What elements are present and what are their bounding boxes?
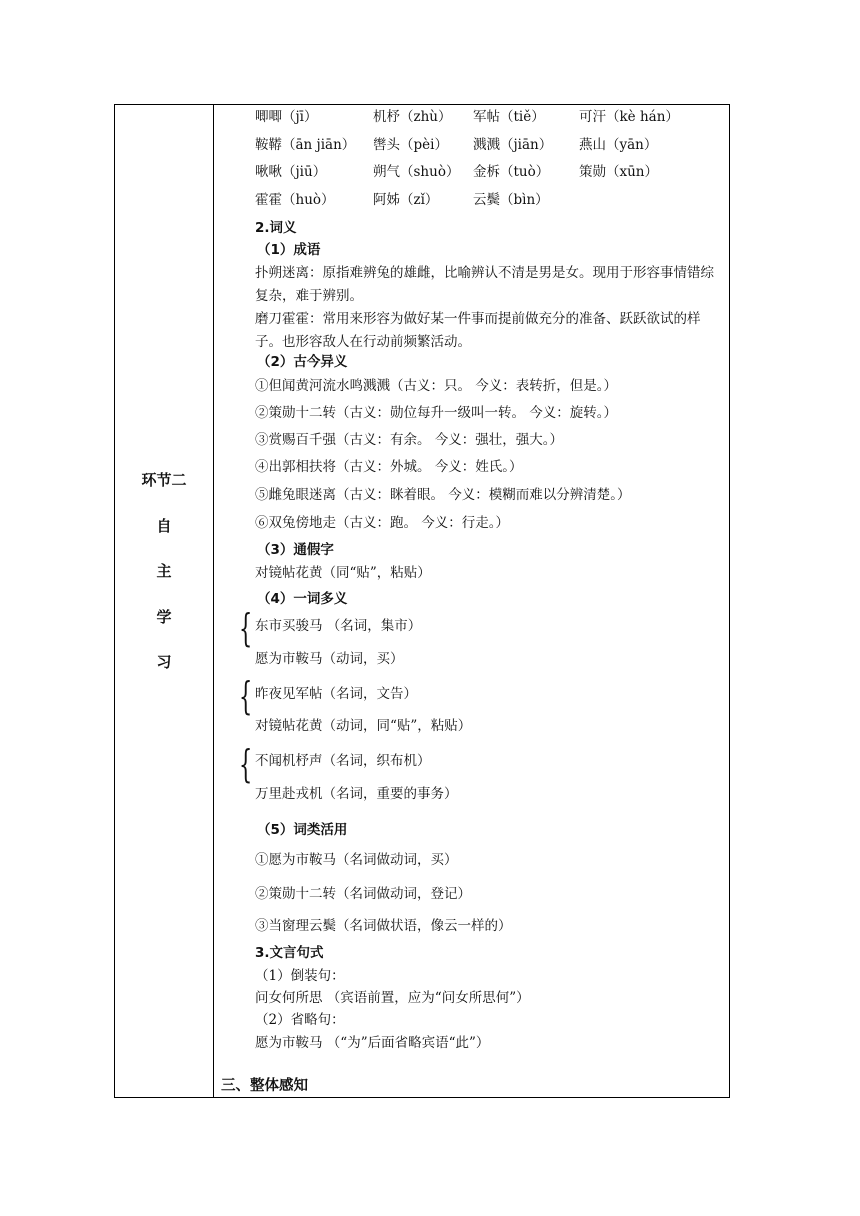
cilei-item: ①愿为市鞍马（名词做动词，买） xyxy=(255,852,458,868)
heading-zhengti: 三、整体感知 xyxy=(221,1078,308,1094)
yici-item: 愿为市鞍马（动词，买） xyxy=(255,651,404,667)
pinyin-item: 燕山（yān） xyxy=(579,137,658,153)
heading-chengyu: （1）成语 xyxy=(257,242,321,258)
heading-gujin: （2）古今异义 xyxy=(257,354,348,370)
gujin-item: ②策勋十二转（古义：勋位每升一级叫一转。 今义：旋转。） xyxy=(255,405,618,421)
brace-icon: { xyxy=(239,606,253,650)
chengyu-paragraph: 磨刀霍霍：常用来形容为做好某一件事而提前做充分的准备、跃跃欲试的样子。也形容敌人在行动前频繁活动。 xyxy=(255,311,701,350)
cilei-item: ②策勋十二转（名词做动词，登记） xyxy=(255,886,471,902)
pinyin-item: 可汗（kè hán） xyxy=(579,109,679,125)
yici-item: 不闻机杼声（名词，织布机） xyxy=(255,753,431,769)
brace-icon: { xyxy=(239,742,253,786)
section-label-char: 主 xyxy=(156,562,172,580)
pinyin-item: 阿姊（zǐ） xyxy=(373,192,439,208)
pinyin-item: 唧唧（jī） xyxy=(255,109,318,125)
chengyu-paragraph: 扑朔迷离：原指难辨兔的雄雌，比喻辨认不清是男是女。现用于形容事情错综复杂，难于辨别。 xyxy=(255,265,714,304)
section-label-char: 习 xyxy=(156,653,172,671)
yici-item: 对镜帖花黄（动词，同“贴”，粘贴） xyxy=(255,718,472,734)
lesson-table xyxy=(114,104,730,1098)
heading-daozhuang: （1）倒装句： xyxy=(255,968,345,984)
heading-tongjia: （3）通假字 xyxy=(257,542,334,558)
column-divider xyxy=(213,105,214,1097)
pinyin-item: 策勋（xūn） xyxy=(579,164,659,180)
pinyin-item: 溅溅（jiān） xyxy=(473,137,553,153)
pinyin-item: 朔气（shuò） xyxy=(373,164,460,180)
heading-shenglue: （2）省略句： xyxy=(255,1012,345,1028)
tongjia-item: 对镜帖花黄（同“贴”，粘贴） xyxy=(255,565,431,581)
daozhuang-item: 问女何所思 （宾语前置，应为“问女所思何”） xyxy=(255,990,530,1006)
yici-item: 万里赴戎机（名词，重要的事务） xyxy=(255,786,458,802)
heading-cilei: （5）词类活用 xyxy=(257,822,348,838)
pinyin-item: 鞍鞯（ān jiān） xyxy=(255,137,356,153)
pinyin-item: 辔头（pèi） xyxy=(373,137,448,153)
gujin-item: ③赏赐百千强（古义：有余。 今义：强壮，强大。） xyxy=(255,432,564,448)
pinyin-item: 军帖（tiě） xyxy=(473,109,545,125)
gujin-item: ⑤雌兔眼迷离（古义：眯着眼。 今义：模糊而难以分辨清楚。） xyxy=(255,487,631,503)
gujin-item: ⑥双兔傍地走（古义：跑。 今义：行走。） xyxy=(255,515,510,531)
section-label-char: 学 xyxy=(156,608,172,626)
pinyin-item: 啾啾（jiū） xyxy=(255,164,327,180)
brace-icon: { xyxy=(239,674,253,718)
yici-item: 东市买骏马 （名词，集市） xyxy=(255,618,422,634)
gujin-item: ④出郭相扶将（古义：外城。 今义：姓氏。） xyxy=(255,459,523,475)
pinyin-item: 霍霍（huò） xyxy=(255,192,335,208)
section-label-char: 自 xyxy=(156,517,172,535)
cilei-item: ③当窗理云鬓（名词做状语，像云一样的） xyxy=(255,918,512,934)
pinyin-item: 云鬓（bìn） xyxy=(473,192,549,208)
gujin-item: ①但闻黄河流水鸣溅溅（古义：只。 今义：表转折，但是。） xyxy=(255,378,618,394)
heading-jushi: 3.文言句式 xyxy=(255,945,324,961)
heading-ciyi: 2.词义 xyxy=(255,220,297,236)
pinyin-item: 机杼（zhù） xyxy=(373,109,452,125)
shenglue-item: 愿为市鞍马 （“为”后面省略宾语“此”） xyxy=(255,1035,490,1051)
heading-yici: （4）一词多义 xyxy=(257,591,348,607)
section-label-title: 环节二 xyxy=(141,471,187,489)
section-label-column xyxy=(115,105,213,1097)
pinyin-item: 金柝（tuò） xyxy=(473,164,550,180)
yici-item: 昨夜见军帖（名词，文告） xyxy=(255,686,417,702)
